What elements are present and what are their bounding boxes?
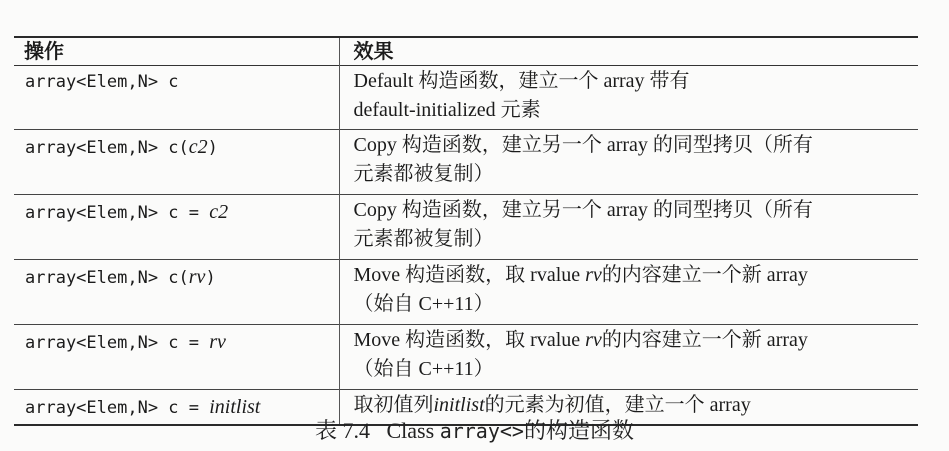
effect-italic-term: rv [585,264,602,286]
effect-line: Copy 构造函数，建立另一个 array 的同型拷贝（所有 [353,199,813,221]
effect-italic-term: initlist [433,394,485,416]
operation-cell [14,66,339,130]
operation-suffix: ) [207,138,218,158]
header-effect: 效果 [339,37,918,66]
effect-cell [339,66,918,130]
table-row [14,325,918,390]
table-caption [0,414,949,445]
effect-line [354,326,919,355]
operation-arg: rv [209,331,226,353]
operation-cell [14,260,339,325]
operation-code: array<Elem,N> c( [25,268,189,288]
operation-code: array<Elem,N> c( [25,138,189,158]
effect-line: default-initialized 元素 [353,99,541,121]
effect-text: 的内容建立一个新 array [601,329,808,351]
effect-line [354,261,919,290]
effect-text: 取初值列 [353,394,434,416]
operation-code: array<Elem,N> c [25,72,179,92]
constructor-table [14,36,918,426]
effect-cell [339,260,918,325]
effect-cell [339,325,918,390]
table-row [14,66,918,130]
operation-suffix: ) [205,268,216,288]
table-row [14,195,918,260]
effect-line: Default 构造函数，建立一个 array 带有 [353,70,690,92]
operation-code: array<Elem,N> c = [25,333,210,353]
operation-code: array<Elem,N> c = [25,398,210,418]
header-operation: 操作 [24,39,64,63]
effect-line: （始自 C++11） [353,293,494,315]
operation-code: array<Elem,N> c = [25,203,210,223]
caption-text: 的构造函数 [523,418,634,443]
table-row [14,260,918,325]
operation-arg: c2 [188,136,208,158]
effect-cell [339,195,918,260]
table-header-row [14,37,918,66]
operation-arg: rv [188,266,206,288]
effect-line: 元素都被复制） [353,228,494,250]
operation-cell [14,325,339,390]
table-row [14,130,918,195]
caption-code: array<> [439,419,524,443]
effect-line: （始自 C++11） [353,358,494,380]
operation-arg: initlist [209,396,261,418]
effect-cell [339,130,918,195]
caption-label: 表 7.4 [314,418,370,443]
effect-text: 的内容建立一个新 array [601,264,808,286]
effect-line: 元素都被复制） [353,163,494,185]
effect-text: 的元素为初值，建立一个 array [484,394,751,416]
caption-text: Class [386,418,440,443]
effect-line: Copy 构造函数，建立另一个 array 的同型拷贝（所有 [353,134,813,156]
effect-italic-term: rv [585,329,602,351]
effect-text: Move 构造函数，取 rvalue [353,264,586,286]
operation-cell [14,130,339,195]
effect-text: Move 构造函数，取 rvalue [353,329,586,351]
operation-cell [14,195,339,260]
operation-arg: c2 [209,201,229,223]
